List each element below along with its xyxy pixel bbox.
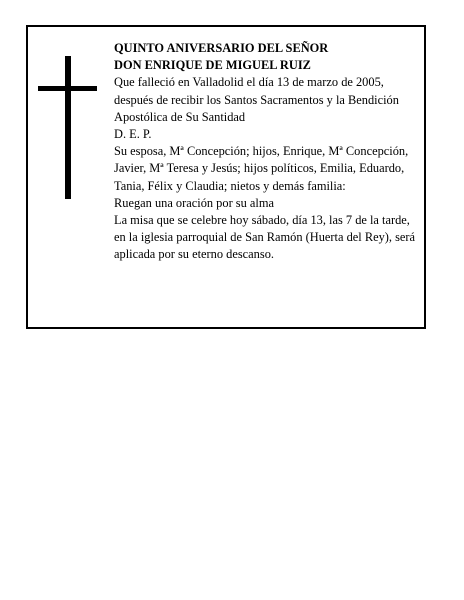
family-list: Su esposa, Mª Concepción; hijos, Enrique, Mª Concepción, Javier, Mª Teresa y Jesús; hijos políticos, Emilia, Eduardo, Tania, Félix y Claudia; nietos y demás familia: <box>114 144 409 193</box>
cross-icon-vertical-bar <box>65 56 71 199</box>
prayer-request: Ruegan una oración por su alma <box>114 195 274 210</box>
death-info: Que falleció en Valladolid el día 13 de marzo de 2005, después de recibir los Santos Sacramentos y la Bendición Apostólica de Su Santidad <box>114 75 399 124</box>
mass-info: La misa que se celebre hoy sábado, día 13, las 7 de la tarde, en la iglesia parroquial de San Ramón (Huerta del Rey), será aplicada por su eterno descanso. <box>114 213 416 262</box>
notice-text <box>114 40 424 264</box>
dep-abbreviation: D. E. P. <box>114 127 152 142</box>
notice-title-line-1: QUINTO ANIVERSARIO DEL SEÑOR <box>114 41 329 55</box>
obituary-notice <box>26 25 426 329</box>
cross-icon-horizontal-bar <box>38 86 97 91</box>
notice-title-line-2: DON ENRIQUE DE MIGUEL RUIZ <box>114 58 311 73</box>
